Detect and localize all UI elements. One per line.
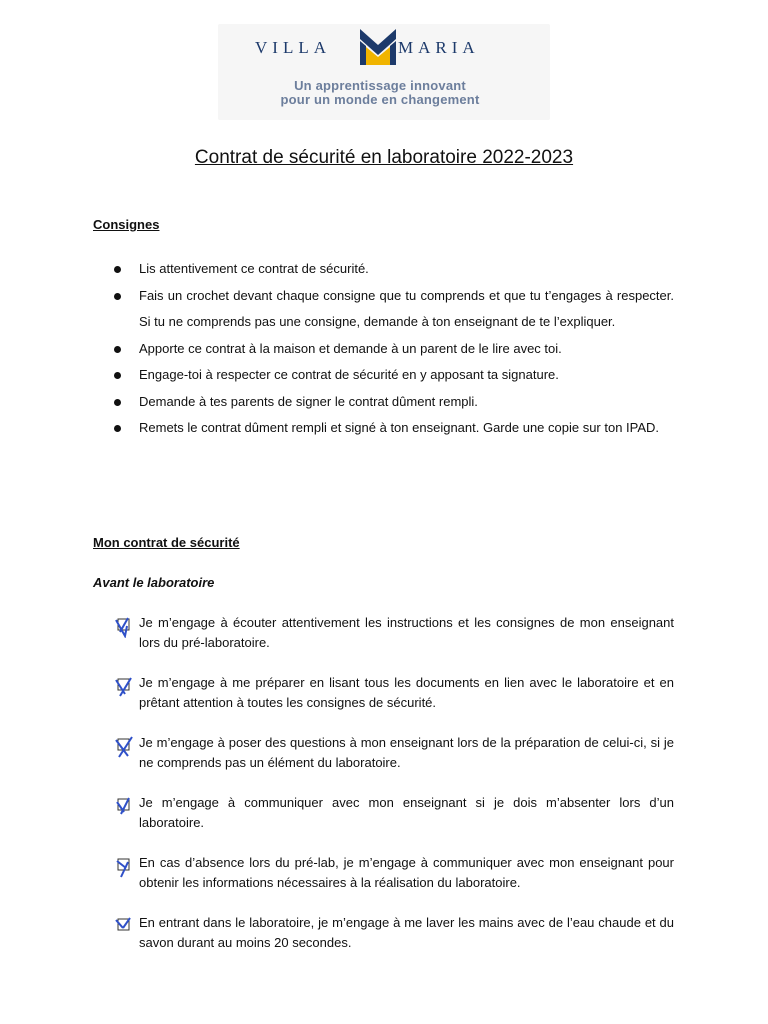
list-item [114,336,674,363]
logo-word-left: VILLA [255,38,331,57]
contrat-heading: Mon contrat de sécurité [93,535,240,550]
bullet-icon [114,372,121,379]
bullet-icon [114,266,121,273]
list-item-text: Fais un crochet devant chaque consigne que tu comprends et que tu t’engages à respecter. Si tu ne comprends pas une consigne, demande à ton enseignant de te l’expliquer. [139,287,674,329]
villa-maria-logo-icon [358,27,398,67]
engagement-text: En entrant dans le laboratoire, je m’engage à me laver les mains avec de l’eau chaude et du savon durant au moins 20 secondes. [139,915,674,950]
list-item [114,362,674,389]
list-item-text: Demande à tes parents de signer le contrat dûment rempli. [139,393,478,409]
list-item-text: Lis attentivement ce contrat de sécurité. [139,261,369,276]
engagement-text: Je m’engage à écouter attentivement les instructions et les consignes de mon enseignant lors du pré-laboratoire. [139,615,674,650]
bullet-icon [114,293,121,300]
consignes-list [114,256,674,442]
bullet-icon [114,425,121,432]
consignes-heading: Consignes [93,217,160,232]
logo-tagline-1: Un apprentissage innovant [294,78,466,93]
engagement-item [114,673,674,713]
page-title: Contrat de sécurité en laboratoire 2022-2023 [194,147,574,168]
checked-box-icon[interactable] [114,854,136,878]
checked-box-icon[interactable] [114,734,136,758]
engagement-text: Je m’engage à communiquer avec mon enseignant si je dois m’absenter lors d’un laboratoire. [139,795,674,830]
bullet-icon [114,346,121,353]
list-item-text: Remets le contrat dûment rempli et signé à ton enseignant. Garde une copie sur ton IPAD. [139,420,660,435]
bullet-icon [114,399,121,406]
engagement-item [114,793,674,833]
avant-heading: Avant le laboratoire [93,575,215,590]
engagement-item [114,853,674,893]
engagement-item [114,733,674,773]
engagement-list [114,613,674,973]
checked-box-icon[interactable] [114,614,136,638]
logo-tagline-2: pour un monde en changement [280,92,480,107]
list-item-text: Apporte ce contrat à la maison et demande à un parent de le lire avec toi. [139,340,562,356]
list-item [114,256,674,283]
list-item [114,389,674,416]
list-item-text: Engage-toi à respecter ce contrat de sécurité en y apposant ta signature. [139,367,559,382]
list-item [114,283,674,336]
list-item [114,415,674,442]
checked-box-icon[interactable] [114,794,136,818]
engagement-item [114,913,674,953]
logo-word-right: MARIA [398,38,480,57]
checked-box-icon[interactable] [114,674,136,698]
engagement-text: En cas d’absence lors du pré-lab, je m’engage à communiquer avec mon enseignant pour obtenir les informations nécessaires à la réalisation du laboratoire. [139,855,674,890]
engagement-text: Je m’engage à poser des questions à mon enseignant lors de la préparation de celui-ci, si je ne comprends pas un élément du laboratoire. [139,735,674,770]
checked-box-icon[interactable] [114,914,136,938]
engagement-item [114,613,674,653]
engagement-text: Je m’engage à me préparer en lisant tous les documents en lien avec le laboratoire et en prêtant attention à toutes les consignes de sécurité. [139,675,674,710]
